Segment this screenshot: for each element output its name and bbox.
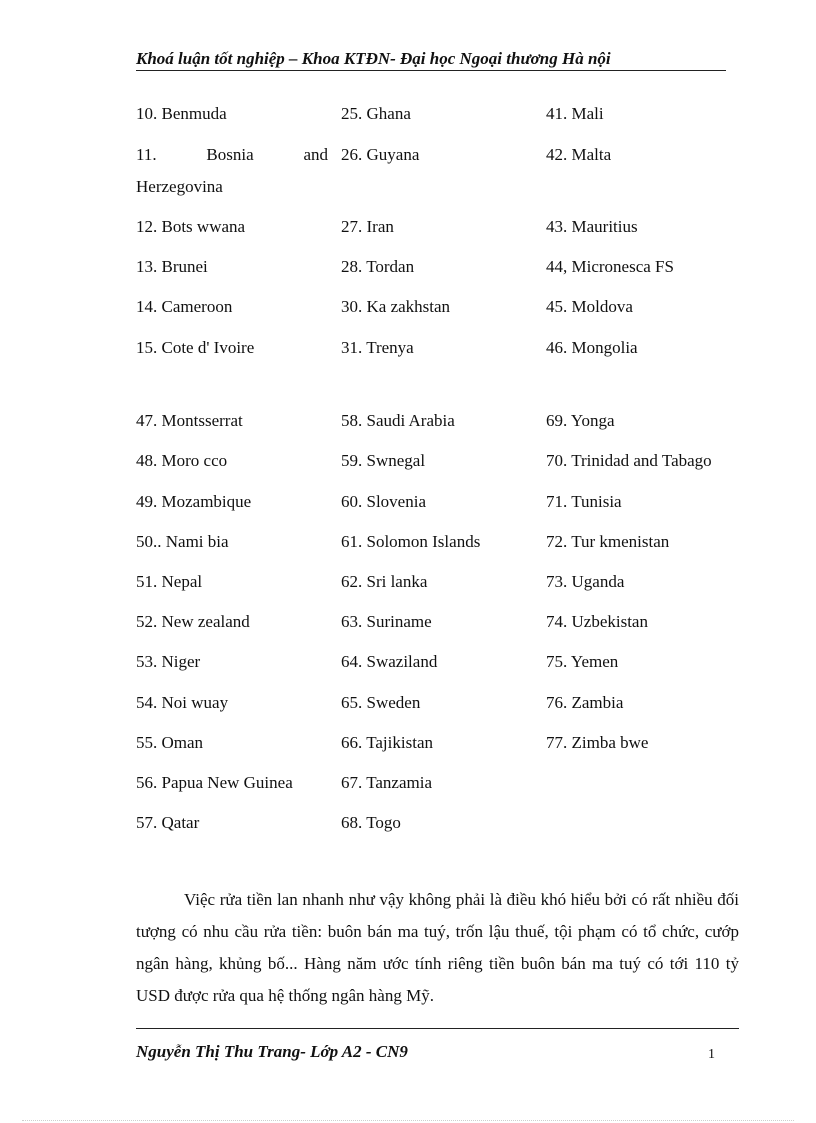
country-item: 15. Cote d' Ivoire bbox=[136, 338, 255, 357]
country-item: 43. Mauritius bbox=[546, 217, 638, 236]
country-item: 47. Montsserrat bbox=[136, 411, 243, 430]
country-item: 44, Micronesca FS bbox=[546, 257, 674, 276]
page-number: 1 bbox=[708, 1047, 715, 1062]
country-item: 41. Mali bbox=[546, 104, 604, 123]
footer-author: Nguyễn Thị Thu Trang- Lớp A2 - CN9 bbox=[136, 1042, 408, 1061]
country-item: 76. Zambia bbox=[546, 693, 624, 712]
country-item-part: and bbox=[303, 145, 328, 164]
country-item: 14. Cameroon bbox=[136, 297, 233, 316]
country-item: 30. Ka zakhstan bbox=[341, 297, 451, 316]
country-item: 26. Guyana bbox=[341, 145, 420, 164]
footer-divider bbox=[136, 1028, 739, 1029]
country-item: 68. Togo bbox=[341, 813, 401, 832]
country-item: 58. Saudi Arabia bbox=[341, 411, 455, 430]
page-bottom-divider bbox=[22, 1120, 794, 1121]
country-item: 70. Trinidad and Tabago bbox=[546, 451, 712, 470]
country-item: 59. Swnegal bbox=[341, 451, 426, 470]
country-item: 55. Oman bbox=[136, 733, 204, 752]
country-item: 60. Slovenia bbox=[341, 492, 426, 511]
country-item: 45. Moldova bbox=[546, 297, 633, 316]
country-item: 63. Suriname bbox=[341, 612, 432, 631]
country-item: 62. Sri lanka bbox=[341, 572, 428, 591]
country-item: 52. New zealand bbox=[136, 612, 250, 631]
country-item: 56. Papua New Guinea bbox=[136, 773, 293, 792]
country-item: 13. Brunei bbox=[136, 257, 208, 276]
body-paragraph: Việc rửa tiền lan nhanh như vậy không phải là điều khó hiểu bởi có rất nhiều đối tượng có nhu cầu rửa tiền: buôn bán ma tuý, trốn lậu thuế, tội phạm có tổ chức, cướp ngân hàng, khủng bố... Hàng năm ước tính riêng tiền buôn bán ma tuý có tới 110 tỷ USD được rửa qua hệ thống ngân hàng Mỹ. bbox=[136, 890, 739, 1005]
country-item: 75. Yemen bbox=[546, 652, 619, 671]
country-item: 51. Nepal bbox=[136, 572, 203, 591]
country-item: 71. Tunisia bbox=[546, 492, 622, 511]
country-item: 69. Yonga bbox=[546, 411, 615, 430]
country-item: 53. Niger bbox=[136, 652, 201, 671]
country-item: 77. Zimba bwe bbox=[546, 733, 649, 752]
country-item: 67. Tanzamia bbox=[341, 773, 433, 792]
country-item: 65. Sweden bbox=[341, 693, 421, 712]
country-item: 54. Noi wuay bbox=[136, 693, 229, 712]
country-item: 66. Tajikistan bbox=[341, 733, 433, 752]
country-item: 72. Tur kmenistan bbox=[546, 532, 670, 551]
country-item-part: 11. bbox=[136, 145, 157, 164]
page-header bbox=[136, 48, 726, 71]
country-item: 10. Benmuda bbox=[136, 104, 227, 123]
country-item-part: Herzegovina bbox=[136, 177, 223, 196]
country-item: 46. Mongolia bbox=[546, 338, 638, 357]
country-item: 12. Bots wwana bbox=[136, 217, 246, 236]
country-item: 25. Ghana bbox=[341, 104, 411, 123]
country-item: 74. Uzbekistan bbox=[546, 612, 648, 631]
country-item: 31. Trenya bbox=[341, 338, 414, 357]
country-item: 48. Moro cco bbox=[136, 451, 228, 470]
country-item: 27. Iran bbox=[341, 217, 394, 236]
country-item: 42. Malta bbox=[546, 145, 612, 164]
country-item-part: Bosnia bbox=[206, 145, 254, 164]
country-item: 57. Qatar bbox=[136, 813, 200, 832]
header-title: Khoá luận tốt nghiệp – Khoa KTĐN- Đại học Ngoại thương Hà nội bbox=[136, 49, 611, 68]
country-item: 49. Mozambique bbox=[136, 492, 252, 511]
country-item: 50.. Nami bia bbox=[136, 532, 229, 551]
country-item: 28. Tordan bbox=[341, 257, 415, 276]
country-item bbox=[136, 144, 328, 198]
country-item: 64. Swaziland bbox=[341, 652, 438, 671]
country-item: 73. Uganda bbox=[546, 572, 625, 591]
country-item: 61. Solomon Islands bbox=[341, 532, 481, 551]
